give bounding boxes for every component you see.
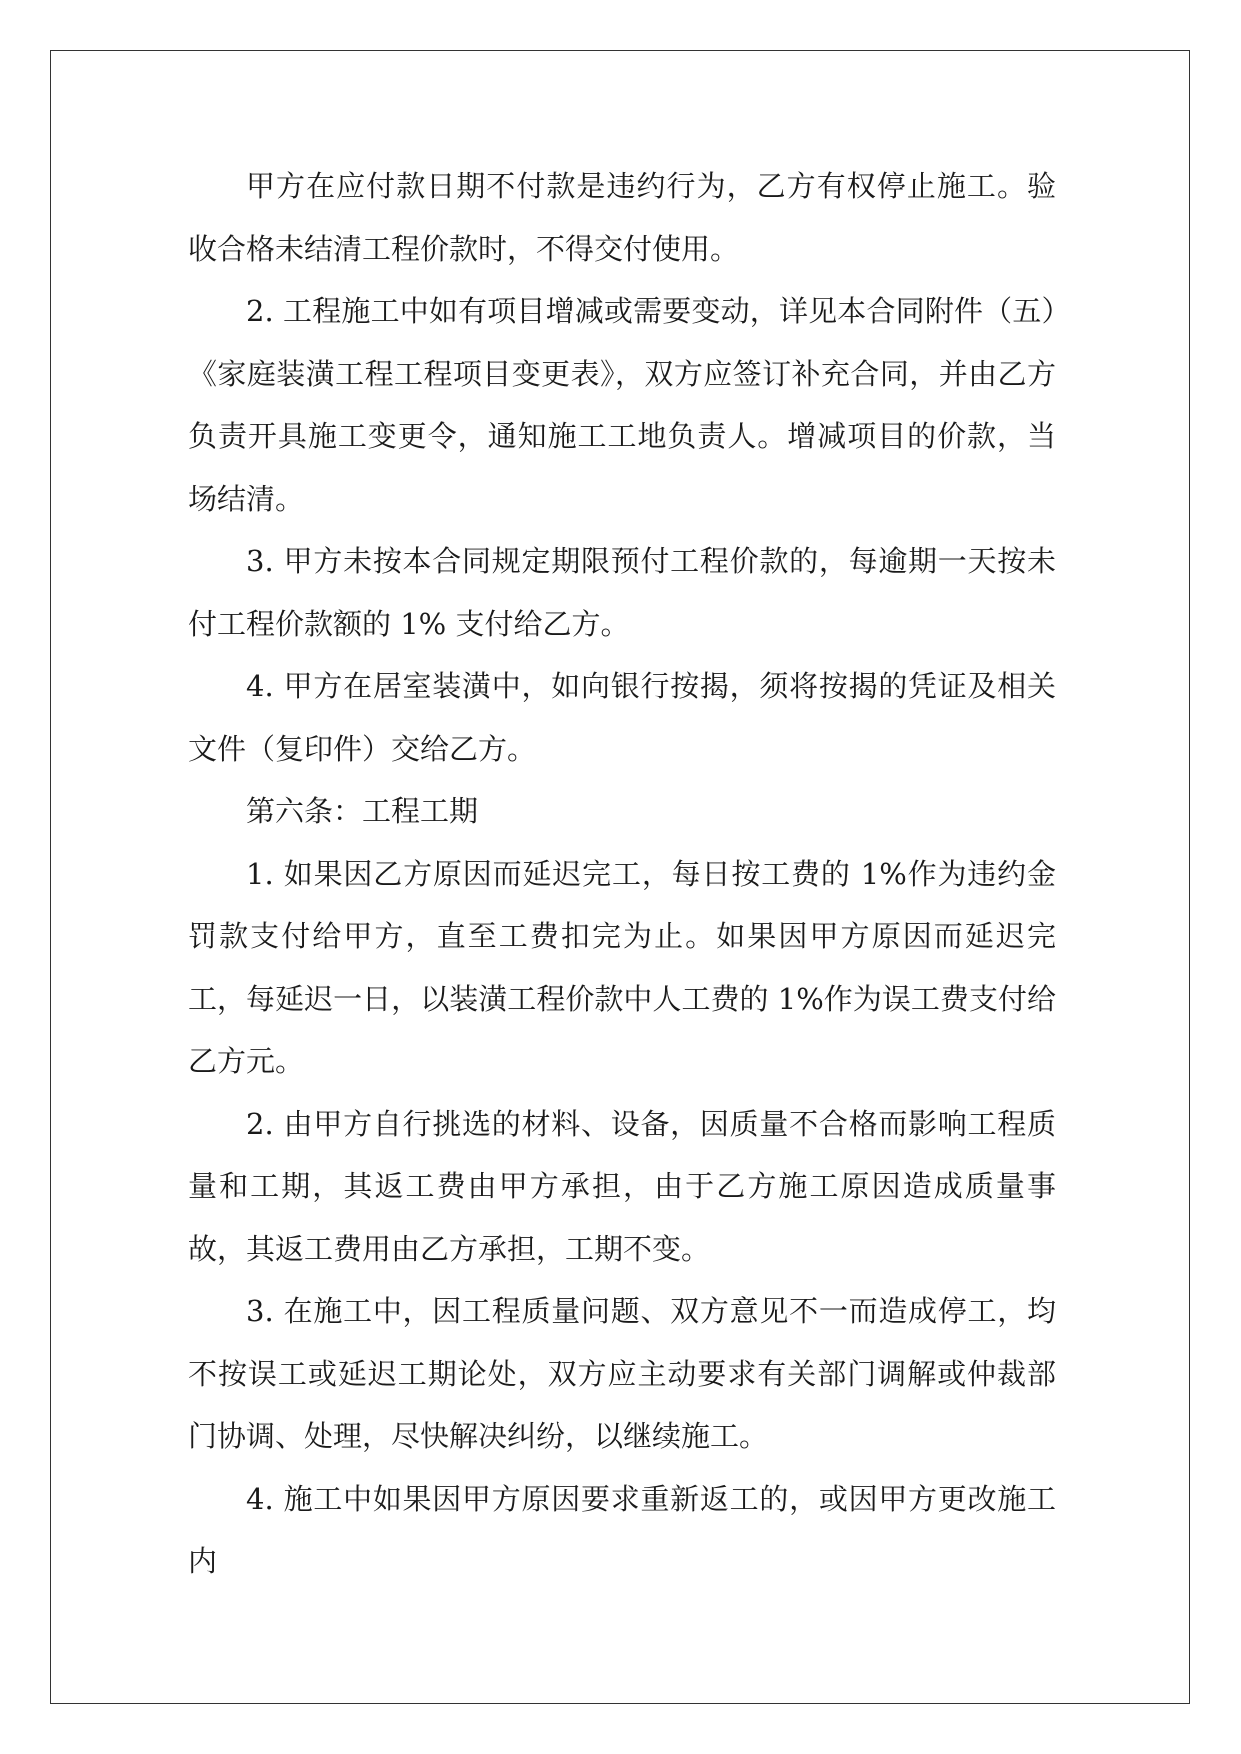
paragraph-article-6-item-2: 2. 由甲方自行挑选的材料、设备，因质量不合格而影响工程质量和工期，其返工费由甲方承担，由于乙方施工原因造成质量事故，其返工费用由乙方承担，工期不变。 — [188, 1106, 1056, 1266]
paragraph-article-6-item-1: 1. 如果因乙方原因而延迟完工，每日按工费的 1%作为违约金罚款支付给甲方，直至工费扣完为止。如果因甲方原因而延迟完工，每延迟一日，以装潢工程价款中人工费的 1%作为误工费支付给乙方元。 — [188, 856, 1056, 1078]
paragraph-article-6-item-3: 3. 在施工中，因工程质量问题、双方意见不一而造成停工，均不按误工或延迟工期论处，双方应主动要求有关部门调解或仲裁部门协调、处理，尽快解决纠纷，以继续施工。 — [188, 1294, 1056, 1453]
paragraph-article-6-item-4: 4. 施工中如果因甲方原因要求重新返工的，或因甲方更改施工内 — [188, 1481, 1056, 1578]
paragraph-item-2-changes: 2. 工程施工中如有项目增减或需要变动，详见本合同附件（五）《家庭装潢工程工程项目变更表》，双方应签订补充合同，并由乙方负责开具施工变更令，通知施工工地负责人。增减项目的价款，当场结清。 — [188, 294, 1056, 516]
paragraph-payment-default: 甲方在应付款日期不付款是违约行为，乙方有权停止施工。验收合格未结清工程价款时，不得交付使用。 — [188, 169, 1056, 266]
paragraph-item-4-mortgage: 4. 甲方在居室装潢中，如向银行按揭，须将按揭的凭证及相关文件（复印件）交给乙方。 — [188, 669, 1056, 766]
section-heading-article-6: 第六条：工程工期 — [246, 794, 479, 828]
paragraph-item-3-late-payment: 3. 甲方未按本合同规定期限预付工程价款的，每逾期一天按未付工程价款额的 1% 支付给乙方。 — [188, 544, 1056, 641]
document-body — [188, 155, 1056, 1593]
